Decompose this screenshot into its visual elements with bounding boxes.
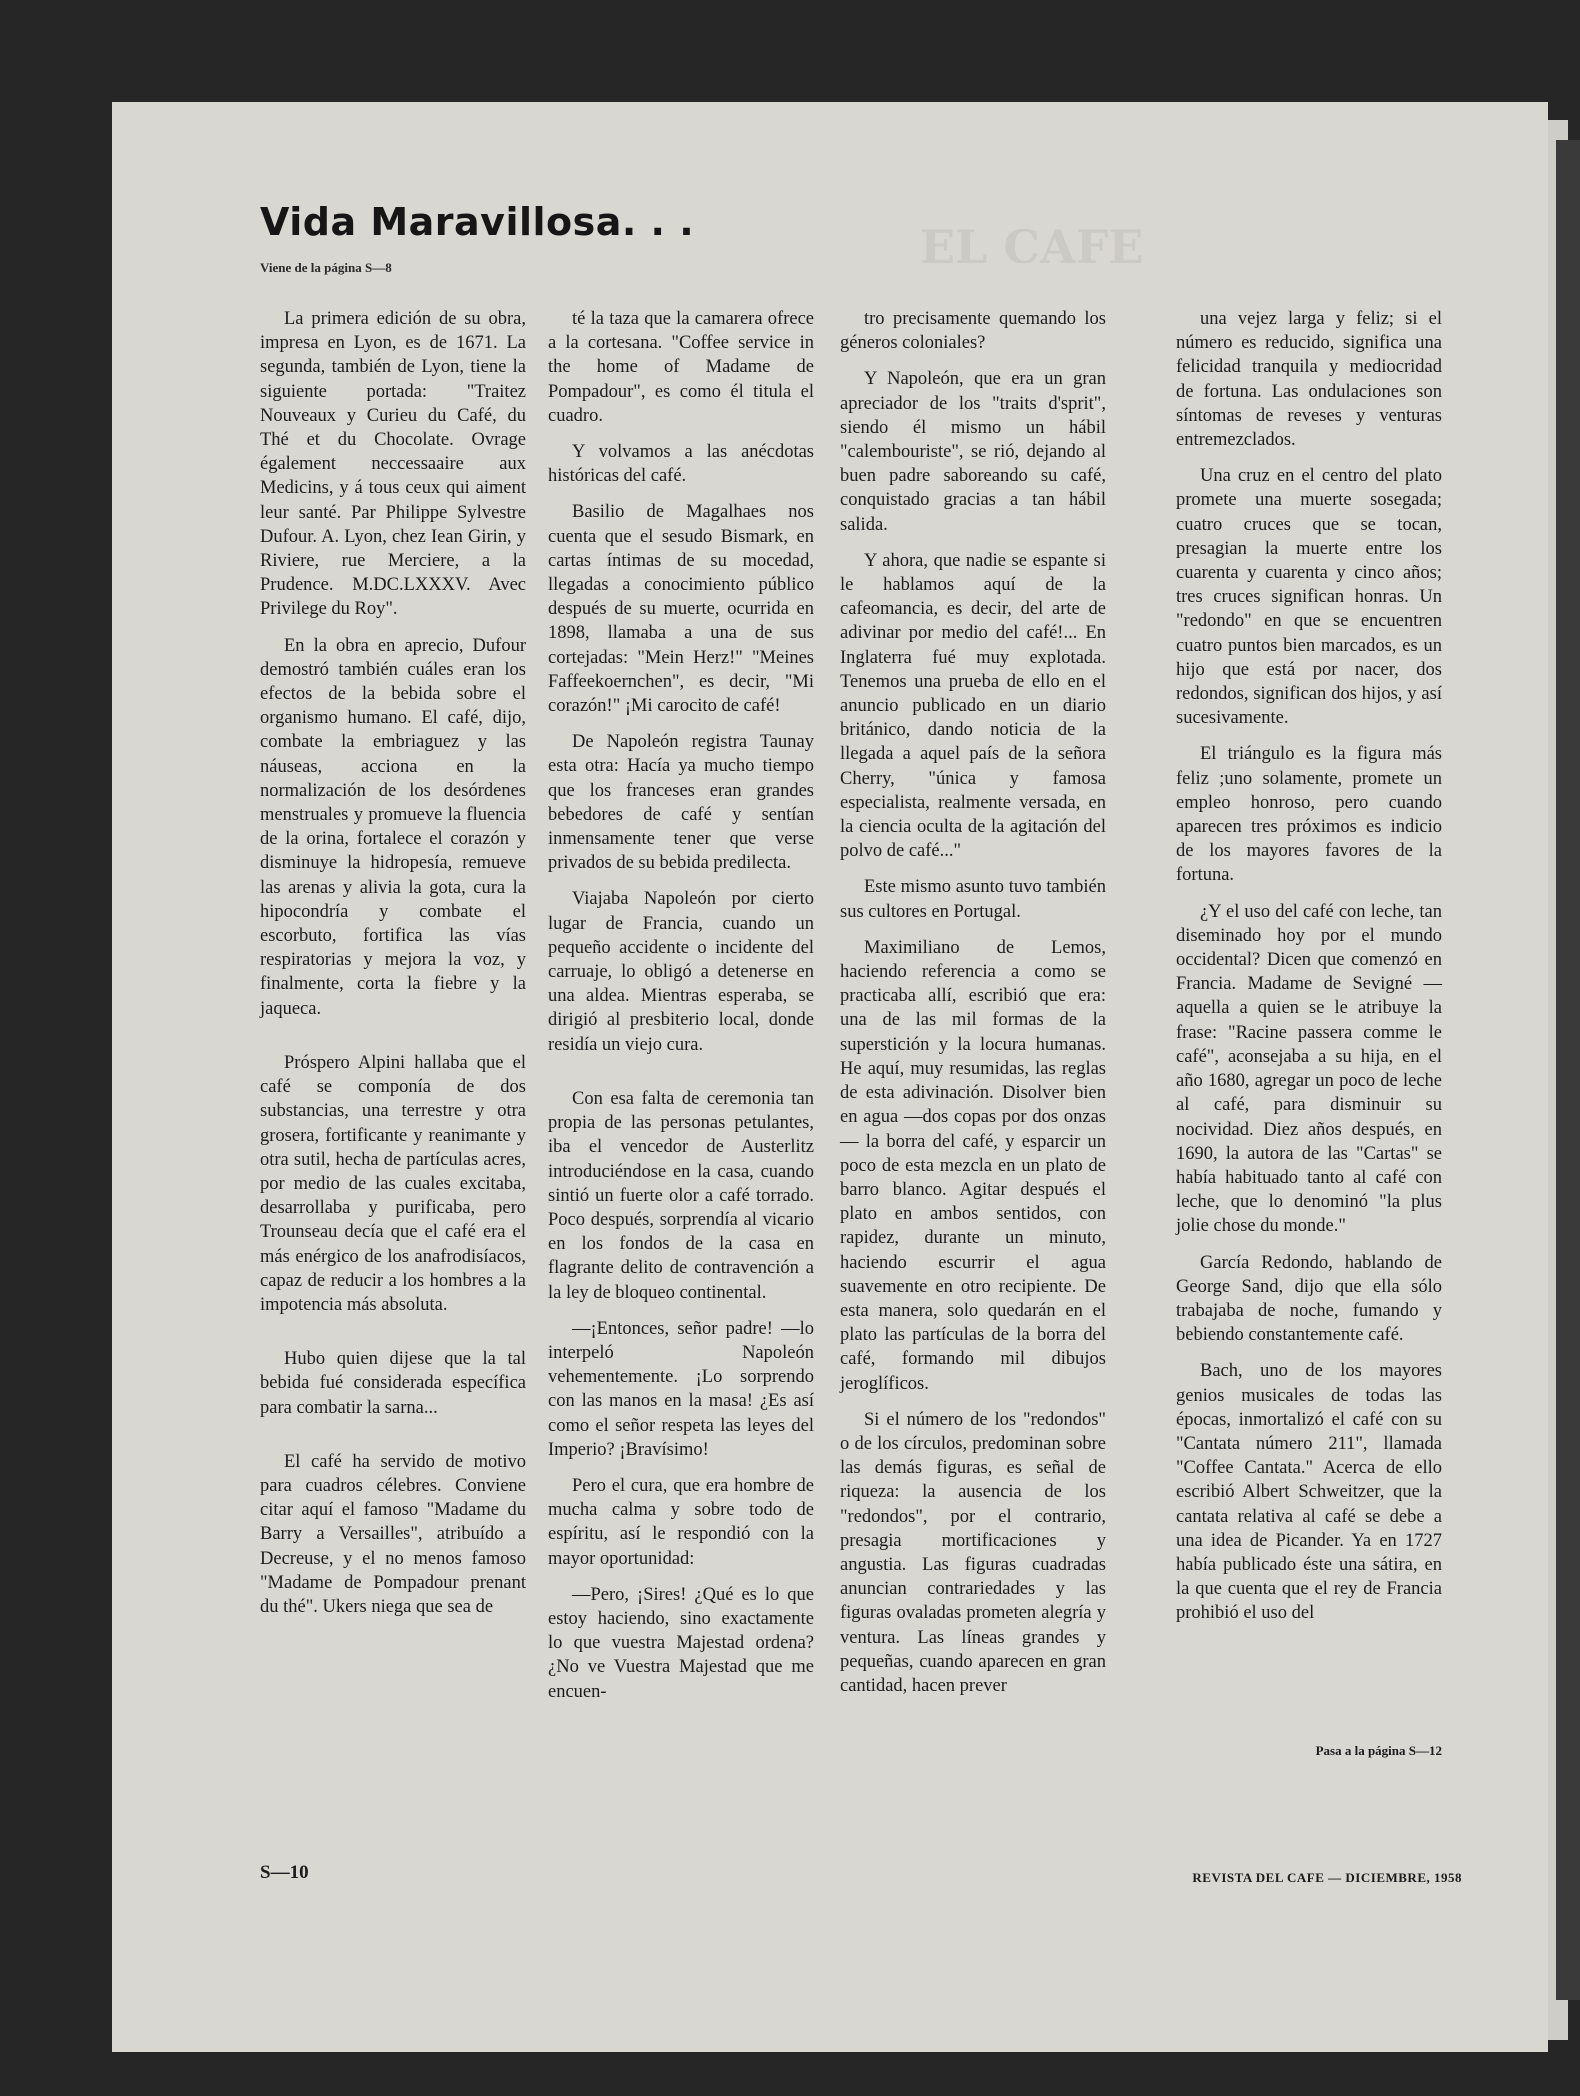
paragraph: Si el número de los "redondos" o de los círculos, predominan sobre las demás figuras, es señal de riqueza: la ausencia de los "redondos", por el contrario, presagia mortificaciones y angustia. Las figuras cuadradas anuncian contrariedades y las figuras ovaladas prometen alegría y ventura. Las líneas grandes y pequeñas, cuando aparecen en gran cantidad, hacen prever bbox=[840, 1409, 1106, 1696]
paragraph: Viajaba Napoleón por cierto lugar de Francia, cuando un pequeño accidente o incidente del carruaje, lo obligó a detenerse en una aldea. Mientras esperaba, se dirigió al presbiterio local, donde residía un viejo cura. bbox=[548, 889, 814, 1055]
paragraph: El triángulo es la figura más feliz ;uno solamente, promete un empleo honroso, pero cuando aparecen tres próximos es indicio de los mayores favores de la fortuna. bbox=[1176, 744, 1442, 886]
paragraph: Próspero Alpini hallaba que el café se componía de dos substancias, una terrestre y otra grosera, fortificante y reanimante y otra sutil, hecha de partículas acres, por medio de las cuales excitaba, desarrollaba y purificaba, pero Trounseau decía que el café era el más enérgico de los anafrodisíacos, capaz de reducir a los hombres a la impotencia más absoluta. bbox=[260, 1052, 526, 1315]
paragraph: Y volvamos a las anécdotas históricas del café. bbox=[548, 442, 814, 487]
magazine-page bbox=[112, 102, 1548, 2052]
paragraph: Bach, uno de los mayores genios musicales de todas las épocas, inmortalizó el café con su "Cantata número 211", llamada "Coffee Cantata." Acerca de ello escribió Albert Schweitzer, que la cantata relativa al café se debe a una idea de Picander. Ya en 1727 había publicado éste una sátira, en la que cuenta que el rey de Francia prohibió el uso del bbox=[1176, 1361, 1442, 1624]
paragraph: ¿Y el uso del café con leche, tan diseminado hoy por el mundo occidental? Dicen que comenzó en Francia. Madame de Sevigné —aquella a quien se le atribuye la frase: "Racine passera comme le café", aconsejaba a su hija, en el año 1680, agregar un poco de leche al café, para disminuir su nocividad. Diez años después, en 1690, la autora de las "Cartas" se había habituado tanto al café con leche, que lo denominó "la plus jolie chose du monde." bbox=[1176, 901, 1442, 1237]
show-through-text: EL CAFE bbox=[920, 220, 1144, 274]
paragraph: Y Napoleón, que era un gran apreciador de los "traits d'sprit", siendo él mismo un hábil "calembouriste", se rió, dejando al buen padre saboreando su café, conquistado gracias a tan hábil salida. bbox=[840, 369, 1106, 535]
publication-footer: REVISTA DEL CAFE — DICIEMBRE, 1958 bbox=[1192, 1870, 1462, 1885]
paragraph: —Pero, ¡Sires! ¿Qué es lo que estoy haciendo, sino exactamente lo que vuestra Majestad ordena? ¿No ve Vuestra Majestad que me encuen- bbox=[548, 1584, 814, 1702]
paragraph: Basilio de Magalhaes nos cuenta que el sesudo Bismark, en cartas íntimas de su mocedad, llegadas a conocimiento público después de su muerte, ocurrida en 1898, llamaba a una de sus cortejadas: "Mein Herz!" "Meines Faffeekoernchen", es decir, "Mi corazón!" ¡Mi carocito de café! bbox=[548, 502, 814, 717]
paragraph: La primera edición de su obra, impresa en Lyon, es de 1671. La segunda, también de Lyon, tiene la siguiente portada: "Traitez Nouveaux y Curieu du Café, du Thé et du Chocolate. Ovrage également neccessaaire aux Medicins, y á tous ceux qui aiment leur santé. Par Philippe Sylvestre Dufour. A. Lyon, chez Iean Girin, y Riviere, rue Merciere, a la Prudence. M.DC.LXXXV. Avec Privilege du Roy". bbox=[260, 309, 526, 620]
article-title: Vida Maravillosa. . . bbox=[260, 200, 695, 244]
paragraph: De Napoleón registra Taunay esta otra: Hacía ya mucho tiempo que los franceses eran grandes bebedores de café y sentían inmensamente tener que verse privados de su bebida predilecta. bbox=[548, 732, 814, 874]
paragraph: una vejez larga y feliz; si el número es reducido, significa una felicidad tranquila y mediocridad de fortuna. Las ondulaciones son síntomas de reveses y venturas entremezclados. bbox=[1176, 309, 1442, 451]
binding-strip bbox=[1556, 140, 1580, 2000]
paragraph: En la obra en aprecio, Dufour demostró también cuáles eran los efectos de la bebida sobre el organismo humano. El café, dijo, combate la embriaguez y las náuseas, acciona en la normalización de los desórdenes menstruales y promueve la fluencia de la orina, fortalece el corazón y disminuye la hidropesía, remueve las arenas y alivia la gota, cura la hipocondría y combate el escorbuto, fortifica las vías respiratorias y mejora la voz, y finalmente, corta la fiebre y la jaqueca. bbox=[260, 635, 526, 1019]
paragraph: Pero el cura, que era hombre de mucha calma y sobre todo de espíritu, así le respondió con la mayor oportunidad: bbox=[548, 1475, 814, 1569]
paragraph: Una cruz en el centro del plato promete una muerte sosegada; cuatro cruces que se tocan, presagian la muerte entre los cuarenta y cuarenta y cinco años; tres cruces significan honras. Un "redondo" en que se encuentren cuatro puntos bien marcados, es un hijo que está por nacer, dos redondos, significan dos hijos, y así sucesivamente. bbox=[1176, 466, 1442, 729]
column-2 bbox=[548, 307, 814, 1716]
page-number: S—10 bbox=[260, 1862, 309, 1883]
paragraph: El café ha servido de motivo para cuadros célebres. Conviene citar aquí el famoso "Madame du Barry a Versailles", atribuído a Decreuse, y el no menos famoso "Madame de Pompadour prenant du thé". Ukers niega que sea de bbox=[260, 1451, 526, 1617]
column-4 bbox=[1176, 307, 1442, 1638]
paragraph: tro precisamente quemando los géneros coloniales? bbox=[840, 309, 1106, 354]
paragraph: Este mismo asunto tuvo también sus cultores en Portugal. bbox=[840, 877, 1106, 922]
paragraph: García Redondo, hablando de George Sand, dijo que ella sólo trabajaba de noche, fumando y bebiendo constantemente café. bbox=[1176, 1252, 1442, 1346]
column-1 bbox=[260, 307, 526, 1631]
continued-from-note: Viene de la página S—8 bbox=[260, 260, 392, 275]
column-3 bbox=[840, 307, 1106, 1710]
paragraph: té la taza que la camarera ofrece a la cortesana. "Coffee service in the home of Madame de Pompadour", es como él titula el cuadro. bbox=[548, 309, 814, 426]
continued-to-note: Pasa a la página S—12 bbox=[1315, 1743, 1442, 1758]
paragraph: Con esa falta de ceremonia tan propia de las personas petulantes, iba el vencedor de Austerlitz introduciéndose en la casa, cuando sintió un fuerte olor a café torrado. Poco después, sorprendía al vicario en los fondos de la casa en flagrante delito de contravención a la ley de bloqueo continental. bbox=[548, 1088, 814, 1303]
paragraph: Y ahora, que nadie se espante si le hablamos aquí de la cafeomancia, es decir, del arte de adivinar por medio del café!... En Inglaterra fué muy explotada. Tenemos una prueba de ello en el anuncio publicado en un diario británico, dando noticia de la llegada a aquel país de la señora Cherry, "única y famosa especialista, realmente versada, en la ciencia oculta de la agitación del polvo de café..." bbox=[840, 550, 1106, 862]
paragraph: —¡Entonces, señor padre! —lo interpeló Napoleón vehementemente. ¡Lo sorprendo con las manos en la masa! ¿Es así como el señor respeta las leyes del Imperio? ¡Bravísimo! bbox=[548, 1318, 814, 1460]
paragraph: Maximiliano de Lemos, haciendo referencia a como se practicaba allí, escribió que era: una de las mil formas de la superstición y la locura humanas. He aquí, muy resumidas, las reglas de esta adivinación. Disolver bien en agua —dos copas por dos onzas— la borra del café, y esparcir un poco de esta mezcla en un plato de barro blanco. Agitar después el plato en ambos sentidos, con rapidez, durante un minuto, haciendo escurrir el agua suavemente en otro recipiente. De esta manera, solo quedarán en el plato las partículas de la borra del café, formando mil dibujos jeroglíficos. bbox=[840, 937, 1106, 1394]
paragraph: Hubo quien dijese que la tal bebida fué considerada específica para combatir la sarna... bbox=[260, 1349, 526, 1418]
